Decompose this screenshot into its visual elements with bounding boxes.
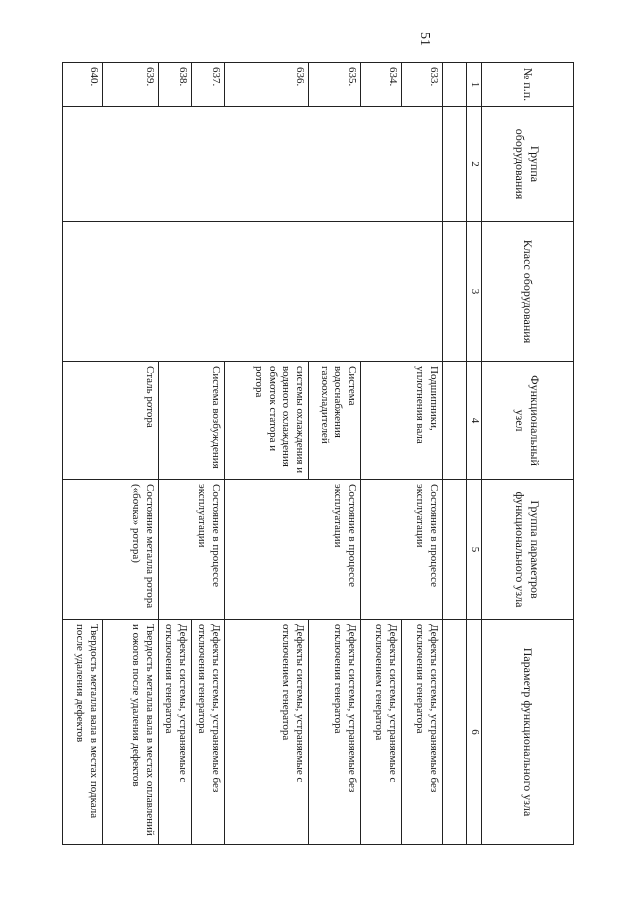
column-number: 3: [467, 222, 482, 362]
row-number: 639.: [103, 63, 159, 107]
parameter-cell: Твердость металла вала в местах оплавлений и ожогов после удаления дефектов: [103, 620, 159, 845]
column-header: № п.п.: [482, 63, 574, 107]
parameter-group-cell: Состояние в процессе эксплуатации: [361, 480, 443, 620]
parameter-cell: Дефекты системы, устраняемые без отключения генератора: [402, 620, 443, 845]
row-number: 638.: [159, 63, 192, 107]
row-number: 633.: [402, 63, 443, 107]
parameter-group-cell: Состояние металла ротора («бочка» ротора): [63, 480, 159, 620]
header-row: [482, 63, 574, 845]
column-header: Параметр функционального узла: [482, 620, 574, 845]
parameter-cell: Дефекты системы, устраняемые с отключением генератора: [225, 620, 309, 845]
table-frame: [74, 62, 574, 844]
column-header: Группа оборудования: [482, 107, 574, 222]
functional-node-cell: Система возбуждения: [159, 362, 225, 480]
parameter-group-cell: Состояние в процессе эксплуатации: [159, 480, 225, 620]
parameter-cell: Дефекты системы, устраняемые с отключением генератора: [361, 620, 402, 845]
table-row: [402, 63, 443, 845]
row-number: 634.: [361, 63, 402, 107]
functional-node-cell: системы охлаждения и водяного охлаждения обмоток статора и ротора: [225, 362, 309, 480]
column-header: Функциональный узел: [482, 362, 574, 480]
spacer-row: [443, 63, 467, 845]
parameter-cell: Дефекты системы, устраняемые без отключения генератора: [309, 620, 361, 845]
parameter-cell: Дефекты системы, устраняемые с отключения генератора: [159, 620, 192, 845]
column-number: 4: [467, 362, 482, 480]
parameter-group-cell: Состояние в процессе эксплуатации: [225, 480, 361, 620]
equipment-group-cell: [63, 107, 443, 222]
page-number: 51: [417, 32, 432, 46]
functional-node-cell: Сталь ротора: [63, 362, 159, 480]
parameter-cell: Твердость металла вала в местах подкала после удаления дефектов: [63, 620, 103, 845]
rotated-table-container: [74, 62, 574, 844]
row-number: 637.: [192, 63, 225, 107]
equipment-table: [62, 62, 574, 845]
parameter-cell: Дефекты системы, устраняемые без отключения генератора: [192, 620, 225, 845]
column-header: Класс оборудования: [482, 222, 574, 362]
column-number: 6: [467, 620, 482, 845]
equipment-class-cell: [63, 222, 443, 362]
functional-node-cell: Система водоснабжения газоохладителей: [309, 362, 361, 480]
row-number: 640.: [63, 63, 103, 107]
column-number: 1: [467, 63, 482, 107]
column-number: 5: [467, 480, 482, 620]
functional-node-cell: Подшипники, уплотнения вала: [361, 362, 443, 480]
column-header: Группа параметров функционального узла: [482, 480, 574, 620]
row-number: 635.: [309, 63, 361, 107]
row-number: 636.: [225, 63, 309, 107]
column-number-row: [467, 63, 482, 845]
column-number: 2: [467, 107, 482, 222]
